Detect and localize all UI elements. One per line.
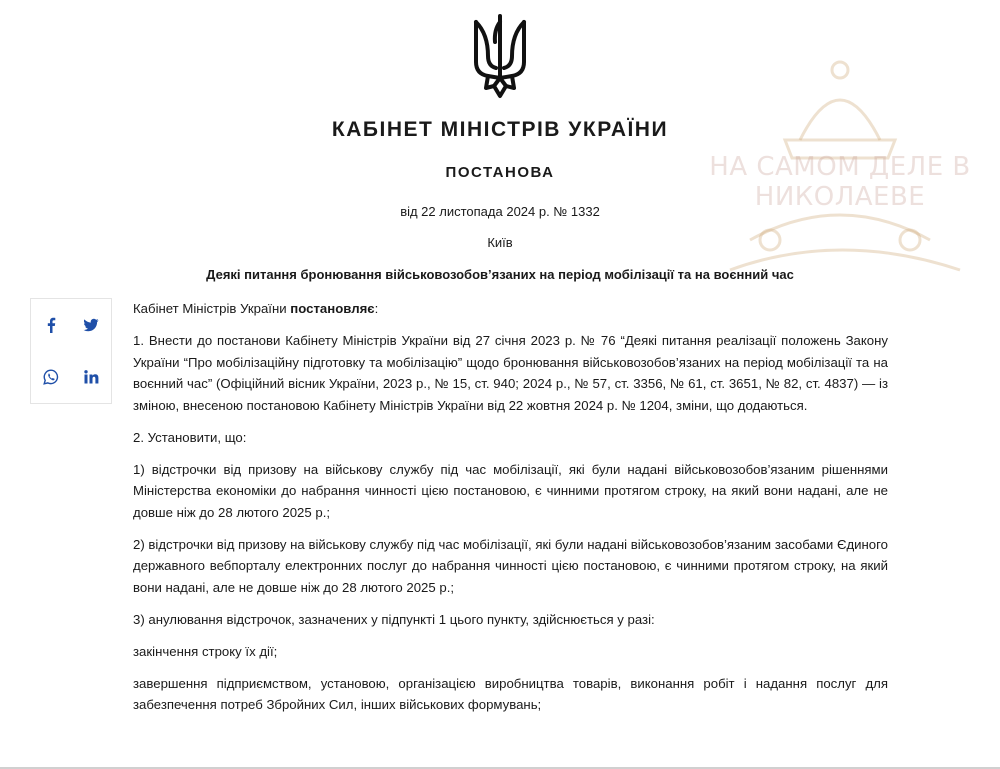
whatsapp-icon [43,369,59,385]
watermark-line-1: НА САМОМ ДЕЛЕ В [709,152,971,182]
share-linkedin-button[interactable] [71,351,111,403]
paragraph-1: 1. Внести до постанови Кабінету Міністрів України від 27 січня 2023 р. № 76 “Деякі питання реалізації положень Закону України “Про мобілізаційну підготовку та мобілізацію” щодо бронювання військовозобов’язаних на період мобілізації та на воєнний час” (Офіційний вісник України, 2023 р., № 15, ст. 940; 2024 р., № 57, ст. 3356, № 61, ст. 3651, № 82, ст. 4837) — із зміною, внесеною постановою Кабінету Міністрів України від 22 жовтня 2024 р. № 1204, зміни, що додаються. [133,333,888,413]
intro-text: Кабінет Міністрів України [133,301,291,316]
trident-emblem-icon [468,12,532,100]
document-body [133,298,888,726]
twitter-icon [83,317,99,333]
intro-bold: постановляє [290,301,375,316]
intro-paragraph [133,298,888,320]
paragraph-2-1: 1) відстрочки від призову на військову службу під час мобілізації, які були надані військовозобов’язаним рішеннями Міністерства економіки до набрання чинності цією постановою, є чинними протягом строку, на який вони надані, але не довше ніж до 28 лютого 2025 р.; [133,461,888,520]
document-type: ПОСТАНОВА [445,164,555,181]
linkedin-icon [83,369,99,385]
paragraph-completion: завершення підприємством, установою, організацією виробництва товарів, виконання робіт і надання послуг для забезпечення потреб Збройних Сил, інших військових формувань; [133,675,888,712]
document-subject: Деякі питання бронювання військовозобов’язаних на період мобілізації та на воєнний час [206,267,794,282]
paragraph-2: 2. Установити, що: [133,429,247,445]
document-date-number: від 22 листопада 2024 р. № 1332 [400,204,600,219]
paragraph-2-3: 3) анулювання відстрочок, зазначених у підпункті 1 цього пункту, здійснюється у разі: [133,611,655,627]
document-city: Київ [487,235,513,250]
share-twitter-button[interactable] [71,299,111,351]
share-whatsapp-button[interactable] [31,351,71,403]
organization-title: КАБІНЕТ МІНІСТРІВ УКРАЇНИ [331,118,669,141]
watermark-line-2: НИКОЛАЕВЕ [754,182,926,212]
paragraph-2-2: 2) відстрочки від призову на військову службу під час мобілізації, які були надані військовозобов’язаним засобами Єдиного державного вебпорталу електронних послуг до набрання чинності цією постановою, є чинними протягом строку, на який вони надані, але не довше ніж до 28 лютого 2025 р.; [133,536,888,595]
share-facebook-button[interactable] [31,299,71,351]
paragraph-expiry: закінчення строку їх дії; [133,643,278,659]
facebook-icon [43,317,59,333]
share-panel [30,298,112,404]
intro-end: : [374,301,379,316]
